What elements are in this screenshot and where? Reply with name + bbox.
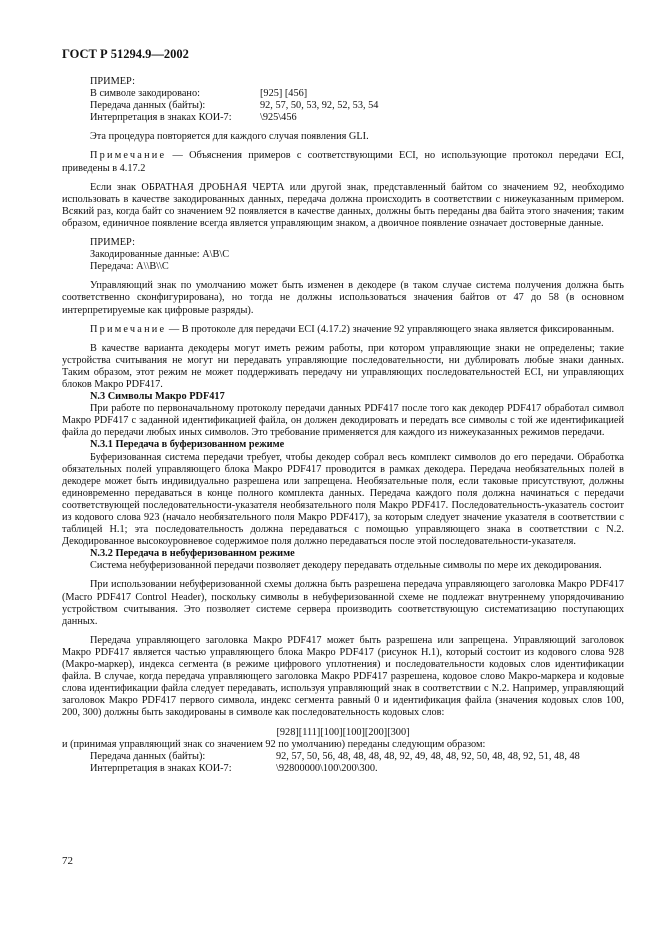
- example-block-3: [90, 751, 624, 775]
- note-label: Примечание: [90, 150, 167, 162]
- paragraph: В качестве варианта декодеры могут иметь режим работы, при котором управляющие знаки не определены; такие устройства считывания не могут ни передавать управляющие последовательности, ни дублировать любые знаки данных. Таким образом, этот режим не может поддерживать передачу ни управляющих последовательностей ECI, ни управляющих блоков Макро PDF417.: [62, 342, 624, 390]
- note-text: — В протоколе для передачи ECI (4.17.2) значение 92 управляющего знака является фиксированным.: [166, 323, 615, 335]
- example-row: [90, 112, 624, 124]
- page-number: 72: [62, 855, 73, 867]
- paragraph: Система небуферизованной передачи позволяет декодеру передавать отдельные символы по мере их декодирования.: [90, 560, 602, 572]
- note-paragraph: [62, 150, 624, 174]
- example-row: [90, 100, 624, 112]
- document-body: [62, 76, 624, 775]
- paragraph: Передача управляющего заголовка Макро PDF417 может быть разрешена или запрещена. Управляющий заголовок Макро PDF417 является частью управляющего блока Макро PDF417 (рисунок H.1), который состоит из кодового слова 928 (Макро-маркер), индекса сегмента (в режиме цифрового уплотнения) и последовательности кодовых слов идентификации файла. В случае, когда передача управляющего заголовка Макро PDF417 разрешена, кодовое слово Макро-маркера и кодовые слова идентификации файла следует передавать, используя управляющий знак в соответствии с N.2. Например, управляющий заголовок Макро PDF417 первого символа, индекс сегмента равный 0 и идентификация файла (значения кодовых слов 100, 200, 300) должны быть закодированы в символе как последовательность кодовых слов:: [62, 634, 624, 719]
- example-key: Передача данных (байты):: [90, 100, 206, 112]
- example-label: ПРИМЕР:: [90, 237, 136, 249]
- codeword-sequence: [928][111][100][100][200][300]: [276, 726, 410, 738]
- paragraph: и (принимая управляющий знак со значением 92 по умолчанию) переданы следующим образом:: [62, 738, 486, 750]
- section-heading: N.3.1 Передача в буферизованном режиме: [90, 439, 285, 451]
- paragraph: Управляющий знак по умолчанию может быть изменен в декодере (в таком случае система получения должна быть соответственно сконфигурирована), но тогда не должны использоваться значения байтов от 47 до 58 (в основном интерпретируемые как цифровые разряды).: [62, 280, 624, 316]
- example-block-2: [90, 237, 624, 273]
- example-value: 92, 57, 50, 53, 92, 52, 53, 54: [260, 100, 379, 112]
- example-label: ПРИМЕР:: [90, 76, 136, 87]
- example-key: В символе закодировано:: [90, 88, 200, 100]
- example-key: Интерпретация в знаках КОИ-7:: [90, 762, 232, 774]
- section-heading: N.3.2 Передача в небуферизованном режиме: [90, 548, 295, 560]
- example-value: 92, 57, 50, 56, 48, 48, 48, 48, 92, 49, 48, 48, 92, 50, 48, 48, 92, 51, 48, 48: [276, 750, 580, 762]
- example-key: Интерпретация в знаках КОИ-7:: [90, 112, 232, 124]
- example-block-1: [90, 76, 624, 124]
- example-line: Закодированные данные: A\B\C: [90, 249, 230, 261]
- example-row: [90, 88, 624, 100]
- paragraph: При использовании небуферизованной схемы должна быть разрешена передача управляющего заголовка Макро PDF417 (Macro PDF417 Control Header), поскольку символы в небуферизованной схеме не подлежат внутреннему упорядочиванию устройством считывания. Это позволяет системе сервера производить соответствующую систематизацию поступающих данных.: [62, 579, 624, 627]
- paragraph: При работе по первоначальному протоколу передачи данных PDF417 после того как декодер PDF417 обработал символ Макро PDF417 с заданной идентификацией файла, он должен декодировать и передать все символы с той же идентификацией файла до передачи любых иных символов. Это требование применяется для каждого из нижеуказанных режимов передачи.: [62, 403, 624, 439]
- section-heading: N.3 Символы Макро PDF417: [90, 391, 225, 403]
- note-paragraph: [62, 324, 624, 336]
- paragraph: Эта процедура повторяется для каждого случая появления GLI.: [90, 131, 369, 143]
- example-key: Передача данных (байты):: [90, 750, 206, 762]
- note-text: — Объяснения примеров с соответствующими ECI, но использующие протокол передачи ECI, приведены в 4.17.2: [62, 150, 624, 174]
- note-label: Примечание: [90, 323, 167, 335]
- paragraph: Если знак ОБРАТНАЯ ДРОБНАЯ ЧЕРТА или другой знак, представленный байтом со значением 92, необходимо использовать в качестве закодированных данных, передача должна происходить в соответствии с нижеуказанным примером. Всякий раз, когда байт со значением 92 появляется в качестве данных, должны быть переданы два байта этого значения; таким образом, единичное появление всегда является управляющим знаком, а двоичное появление означает достоверные данные.: [62, 181, 624, 229]
- example-value: \92800000\100\200\300.: [276, 762, 378, 774]
- example-value: \925\456: [260, 112, 297, 124]
- example-value: [925] [456]: [260, 88, 308, 100]
- example-row: [90, 763, 624, 775]
- document-header: ГОСТ Р 51294.9—2002: [62, 47, 189, 61]
- example-row: [90, 751, 624, 763]
- example-line: Передача: A\\B\\C: [90, 261, 169, 273]
- paragraph: Буферизованная система передачи требует, чтобы декодер собрал весь комплект символов до его передачи. Обработка обязательных полей управляющего блока Макро PDF417 проводится в рамках декодера. Передача необязательных полей в декодере может быть индивидуально разрешена или запрещена. Необязательные поля, если таковые присутствуют, должны единовременно передаваться в конце полного комплекта данных. Передача каждого поля должна начинаться с передачи соответствующей последовательности-указателя необязательного поля Макро PDF417. Последовательность-указатель состоит из кодового слова 923 (начало необязательного поля Макро PDF417), за которым следует значение указателя в соответствии с таблицей H.1; эта последовательность должна передаваться с помощью управляющего знака в соответствии с N.2. Декодированное высокоуровневое содержимое поля должно передаваться после этой последовательности-указателя.: [62, 451, 624, 548]
